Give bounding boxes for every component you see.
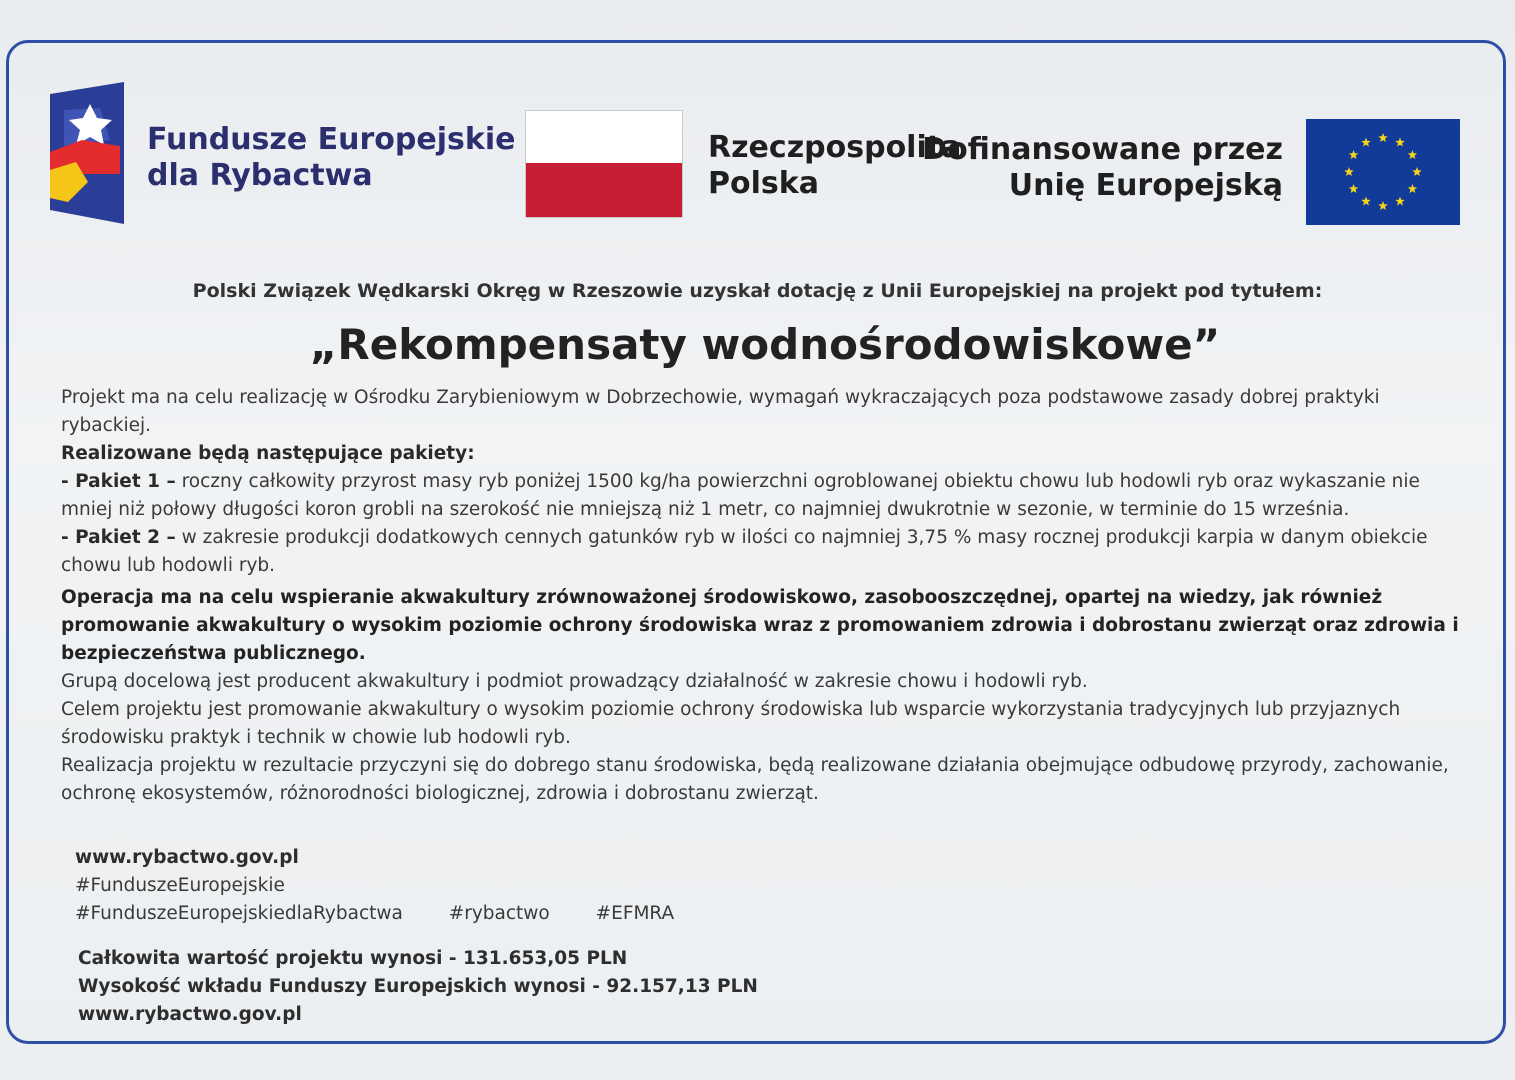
eu-star-icon xyxy=(1395,196,1405,205)
total-value: Całkowita wartość projektu wynosi - 131.653,05 PLN xyxy=(78,948,628,969)
package-2-text: w zakresie produkcji dodatkowych cennych gatunków ryb w ilości co najmniej 3,75 % masy rocznej produkcji karpia w danym obiekcie chowu lub hodowli ryb. xyxy=(61,527,1428,576)
eu-star-icon xyxy=(1349,184,1359,193)
eu-star-icon xyxy=(1408,150,1418,159)
fe-label-line2: dla Rybactwa xyxy=(147,158,373,193)
project-aim-paragraph: Celem projektu jest promowanie akwakultury o wysokim poziomie ochrony środowiska lub wsparcie wykorzystania tradycyjnych lub przyjaznych środowisku praktyk i technik w chowie lub hodowli ryb. xyxy=(61,699,1401,748)
website-link[interactable]: www.rybactwo.gov.pl xyxy=(75,847,299,868)
package-1 xyxy=(61,468,1461,524)
description-paragraph-goal: Projekt ma na celu realizację w Ośrodku Zarybieniowym w Dobrzechowie, wymagań wykraczających poza podstawowe zasady dobrej praktyki rybackiej. xyxy=(61,387,1380,436)
hashtag-row xyxy=(75,900,674,928)
package-1-label: - Pakiet 1 – xyxy=(61,471,176,492)
eu-star-icon xyxy=(1378,133,1388,142)
eu-label-line2: Unię Europejską xyxy=(1008,168,1283,203)
hashtag-efmra: #EFMRA xyxy=(595,903,675,924)
eu-star-icon xyxy=(1349,150,1359,159)
fundusze-europejskie-logo xyxy=(50,82,124,224)
poland-flag xyxy=(525,110,683,218)
project-description xyxy=(61,384,1461,808)
hashtag-rybactwo: #rybactwo xyxy=(448,903,550,924)
intro-text: Polski Związek Wędkarski Okręg w Rzeszowie uzyskał dotację z Unii Europejskiej na projekt pod tytułem: xyxy=(192,280,1323,302)
eu-star-icon xyxy=(1408,184,1418,193)
poland-flag-white xyxy=(526,111,682,163)
eu-flag xyxy=(1306,119,1460,225)
eu-star-icon xyxy=(1395,138,1405,147)
project-title: „Rekompensaty wodnośrodowiskowe” xyxy=(309,320,1221,369)
project-costs xyxy=(78,945,758,1029)
hashtag-fundusze-rybactwa: #FunduszeEuropejskiedlaRybactwa xyxy=(75,903,403,924)
operation-goal-paragraph: Operacja ma na celu wspieranie akwakultury zrównoważonej środowiskowo, zasobooszczędnej, opartej na wiedzy, jak również promowanie akwakultury o wysokim poziomie ochrony środowiska wraz z promowaniem zdrowia i dobrostanu zwierząt oraz zdrowia i bezpieczeństwa publicznego. xyxy=(61,587,1459,664)
package-1-text: roczny całkowity przyrost masy ryb poniżej 1500 kg/ha powierzchni ogroblowanej obiektu chowu lub hodowli ryb oraz wykaszanie nie mniej niż połowy długości koron grobli na szerokość nie mniejszą niż 1 metr, co najmniej dwukrotnie w sezonie, w terminie do 15 września. xyxy=(61,471,1420,520)
eu-star-icon xyxy=(1361,138,1371,147)
hashtag-fundusze: #FunduszeEuropejskie xyxy=(75,875,285,896)
pl-label-line2: Polska xyxy=(708,166,819,201)
package-2 xyxy=(61,524,1461,580)
eu-star-icon xyxy=(1361,196,1371,205)
eu-star-icon xyxy=(1344,167,1354,176)
fe-label-line1: Fundusze Europejskie xyxy=(147,122,516,157)
eu-star-icon xyxy=(1378,201,1388,210)
project-result-paragraph: Realizacja projektu w rezultacie przyczyni się do dobrego stanu środowiska, będą realizowane działania obejmujące odbudowę przyrody, zachowanie, ochronę ekosystemów, różnorodności biologicznej, zdrowia i dobrostanu zwierząt. xyxy=(61,755,1449,804)
poland-flag-red xyxy=(526,163,682,217)
package-2-label: - Pakiet 2 – xyxy=(61,527,176,548)
packages-heading: Realizowane będą następujące pakiety: xyxy=(61,443,475,464)
eu-cofinancing-label xyxy=(922,132,1283,204)
eu-label-line1: Dofinansowane przez xyxy=(922,132,1283,167)
target-group-paragraph: Grupą docelową jest producent akwakultury i podmiot prowadzący działalność w zakresie chowu i hodowli ryb. xyxy=(61,671,1088,692)
fundusze-europejskie-label xyxy=(147,122,515,194)
website-link-bottom[interactable]: www.rybactwo.gov.pl xyxy=(78,1004,302,1025)
pl-label-line1: Rzeczpospolita xyxy=(708,130,962,165)
links-section xyxy=(75,844,674,928)
eu-contribution: Wysokość wkładu Funduszy Europejskich wynosi - 92.157,13 PLN xyxy=(78,976,758,997)
eu-star-icon xyxy=(1412,167,1422,176)
